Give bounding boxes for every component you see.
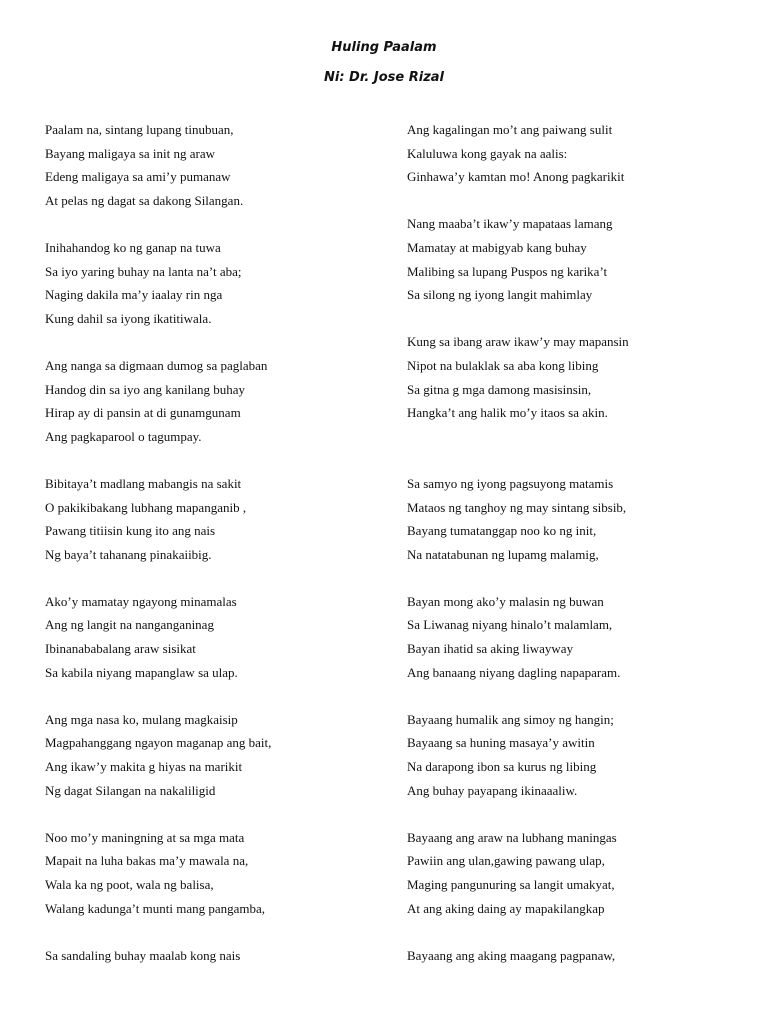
- left-column: [45, 118, 385, 967]
- poem-line: At pelas ng dagat sa dakong Silangan.: [45, 192, 244, 208]
- left-stanza: [45, 472, 385, 566]
- poem-line: Bayang tumatanggap noo ko ng init,: [407, 523, 597, 539]
- poem-line: At ang aking daing ay mapakilangkap: [407, 900, 605, 916]
- poem-line: Nipot na bulaklak sa aba kong libing: [407, 357, 599, 373]
- left-stanza: [45, 826, 385, 920]
- left-stanza: [45, 354, 385, 448]
- right-stanza: [407, 118, 747, 189]
- poem-line: Ang banaang niyang dagling napaparam.: [407, 664, 621, 680]
- stanza-spacer: [407, 189, 747, 213]
- poem-line: Sa sandaling buhay maalab kong nais: [45, 947, 241, 963]
- poem-line: Pawiin ang ulan,gawing pawang ulap,: [407, 853, 605, 869]
- poem-line: Bayan ihatid sa aking liwayway: [407, 641, 574, 657]
- poem-author: Ni: Dr. Jose Rizal: [324, 70, 444, 85]
- poem-line: Paalam na, sintang lupang tinubuan,: [45, 122, 234, 137]
- stanza-spacer: [407, 566, 747, 590]
- poem-line: Magpahanggang ngayon maganap ang bait,: [45, 735, 272, 751]
- poem-line: Ang kagalingan mo’t ang paiwang sulit: [407, 122, 613, 137]
- left-stanza: [45, 944, 385, 968]
- right-stanza: [407, 212, 747, 306]
- poem-line: Mamatay at mabigyab kang buhay: [407, 239, 587, 255]
- poem-line: Ang pagkaparool o tagumpay.: [45, 428, 202, 444]
- poem-line: Kung sa ibang araw ikaw’y may mapansin: [407, 334, 629, 350]
- left-stanza: [45, 708, 385, 802]
- poem-line: Bayan mong ako’y malasin ng buwan: [407, 593, 604, 609]
- poem-line: Bibitaya’t madlang mabangis na sakit: [45, 475, 242, 491]
- poem-line: Hirap ay di pansin at di gunamgunam: [45, 405, 241, 421]
- poem-line: Bayaang sa huning masaya’y awitin: [407, 735, 595, 751]
- stanza-spacer: [407, 307, 747, 331]
- poem-line: Inihahandog ko ng ganap na tuwa: [45, 239, 221, 255]
- poem-line: Edeng maligaya sa ami’y pumanaw: [45, 169, 231, 185]
- right-stanza: [407, 472, 747, 566]
- poem-line: Kung dahil sa iyong ikatitiwala.: [45, 310, 212, 326]
- poem-line: O pakikibakang lubhang mapanganib ,: [45, 499, 247, 515]
- poem-line: Nang maaba’t ikaw’y mapataas lamang: [407, 216, 613, 232]
- poem-line: Bayaang ang aking maagang pagpanaw,: [407, 947, 616, 963]
- stanza-spacer: [407, 802, 747, 826]
- stanza-spacer: [407, 920, 747, 944]
- poem-line: Pawang titiisin kung ito ang nais: [45, 523, 216, 539]
- poem-title: Huling Paalam: [331, 40, 437, 55]
- poem-line: Ginhawa’y kamtan mo! Anong pagkarikit: [407, 169, 625, 185]
- poem-line: Walang kadunga’t munti mang pangamba,: [45, 900, 266, 916]
- left-stanza: [45, 118, 385, 212]
- stanza-spacer: [407, 684, 747, 708]
- poem-line: Kaluluwa kong gayak na aalis:: [407, 145, 568, 161]
- poem-line: Sa silong ng iyong langit mahimlay: [407, 287, 593, 303]
- poem-line: Ng baya’t tahanang pinakaiibig.: [45, 546, 212, 562]
- poem-line: Hangka’t ang halik mo’y itaos sa akin.: [407, 405, 608, 421]
- stanza-spacer: [45, 802, 385, 826]
- poem-line: Ang nanga sa digmaan dumog sa paglaban: [45, 357, 268, 373]
- poem-line: Mataos ng tanghoy ng may sintang sibsib,: [407, 499, 627, 515]
- poem-line: Bayaang ang araw na lubhang maningas: [407, 829, 617, 845]
- stanza-spacer: [407, 425, 747, 449]
- stanza-spacer: [45, 566, 385, 590]
- poem-line: Maging pangunuring sa langit umakyat,: [407, 877, 615, 892]
- poem-line: Sa kabila niyang mapanglaw sa ulap.: [45, 664, 238, 680]
- poem-line: Ang mga nasa ko, mulang magkaisip: [45, 711, 238, 727]
- stanza-spacer: [45, 920, 385, 944]
- stanza-spacer: [45, 212, 385, 236]
- poem-line: Noo mo’y maningning at sa mga mata: [45, 829, 245, 845]
- poem-line: Na natatabunan ng lupamg malamig,: [407, 546, 599, 562]
- poem-line: Ibinanababalang araw sisikat: [45, 641, 196, 657]
- poem-line: Mapait na luha bakas ma’y mawala na,: [45, 853, 249, 869]
- poem-line: Ang ikaw’y makita g hiyas na marikit: [45, 759, 243, 775]
- left-stanza: [45, 236, 385, 330]
- right-stanza: [407, 944, 747, 968]
- left-stanza: [45, 590, 385, 684]
- stanza-spacer: [45, 448, 385, 472]
- right-stanza: [407, 826, 747, 920]
- poem-line: Malibing sa lupang Puspos ng karika’t: [407, 263, 608, 279]
- right-stanza: [407, 330, 747, 424]
- poem-line: Ng dagat Silangan na nakaliligid: [45, 782, 216, 798]
- poem-line: Wala ka ng poot, wala ng balisa,: [45, 877, 214, 892]
- poem-line: Naging dakila ma’y iaalay rin nga: [45, 287, 223, 303]
- stanza-spacer: [45, 330, 385, 354]
- poem-line: Sa iyo yaring buhay na lanta na’t aba;: [45, 263, 242, 279]
- poem-line: Bayaang humalik ang simoy ng hangin;: [407, 711, 614, 727]
- poem-line: Sa Liwanag niyang hinalo’t malamlam,: [407, 617, 613, 633]
- stanza-spacer: [45, 684, 385, 708]
- poem-line: Ako’y mamatay ngayong minamalas: [45, 593, 237, 609]
- poem-line: Sa samyo ng iyong pagsuyong matamis: [407, 475, 614, 491]
- poem-line: Handog din sa iyo ang kanilang buhay: [45, 381, 246, 397]
- right-stanza: [407, 708, 747, 802]
- right-stanza: [407, 590, 747, 684]
- poem-line: Bayang maligaya sa init ng araw: [45, 145, 216, 161]
- poem-line: Na darapong ibon sa kurus ng libing: [407, 759, 597, 775]
- right-column: [407, 118, 747, 967]
- poem-line: Sa gitna g mga damong masisinsin,: [407, 381, 592, 397]
- poem-line: Ang buhay payapang ikinaaaliw.: [407, 782, 578, 798]
- poem-line: Ang ng langit na nanganganinag: [45, 617, 214, 633]
